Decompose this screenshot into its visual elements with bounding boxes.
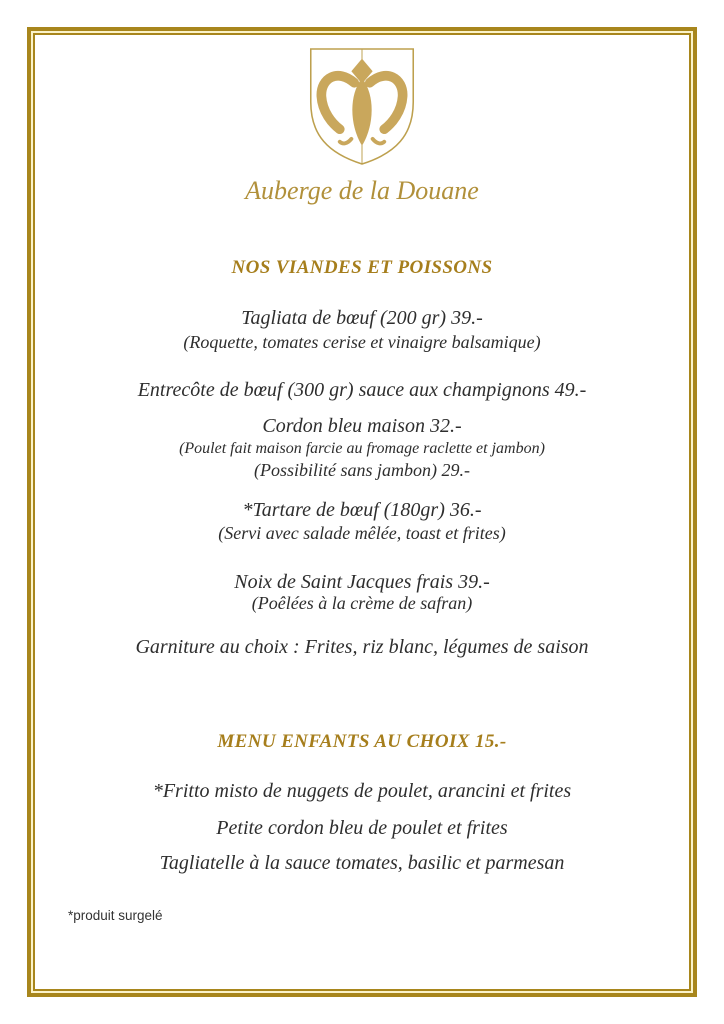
menu-item-tartare-note: (Servi avec salade mêlée, toast et frites)	[218, 523, 506, 543]
menu-item-garniture: Garniture au choix : Frites, riz blanc, légumes de saison	[135, 636, 589, 658]
menu-item-tagliata: Tagliata de bœuf (200 gr) 39.-	[241, 307, 483, 329]
menu-item-tartare: *Tartare de bœuf (180gr) 36.-	[242, 499, 482, 521]
menu-item-cordon-bleu-note: (Poulet fait maison farcie au fromage raclette et jambon)	[179, 440, 545, 457]
restaurant-name: Auberge de la Douane	[245, 176, 479, 205]
menu-item-noix-saint-jacques-note: (Poêlées à la crème de safran)	[251, 593, 473, 613]
section-title-viandes-poissons: NOS VIANDES ET POISSONS	[231, 257, 493, 278]
frozen-product-footnote: *produit surgelé	[68, 908, 163, 923]
menu-item-noix-saint-jacques: Noix de Saint Jacques frais 39.-	[234, 571, 490, 593]
menu-item-cordon-bleu: Cordon bleu maison 32.-	[262, 415, 462, 437]
menu-item-tagliata-note: (Roquette, tomates cerise et vinaigre balsamique)	[183, 332, 541, 352]
menu-item-petite-cordon-bleu: Petite cordon bleu de poulet et frites	[216, 817, 508, 839]
section-title-menu-enfants: MENU ENFANTS AU CHOIX 15.-	[217, 731, 507, 752]
menu-item-tagliatelle: Tagliatelle à la sauce tomates, basilic et parmesan	[159, 852, 565, 874]
restaurant-crest-icon	[304, 44, 420, 168]
menu-item-fritto-misto: *Fritto misto de nuggets de poulet, arancini et frites	[152, 780, 572, 802]
menu-item-entrecote: Entrecôte de bœuf (300 gr) sauce aux champignons 49.-	[137, 379, 587, 401]
menu-item-cordon-bleu-note-2: (Possibilité sans jambon) 29.-	[254, 460, 470, 480]
